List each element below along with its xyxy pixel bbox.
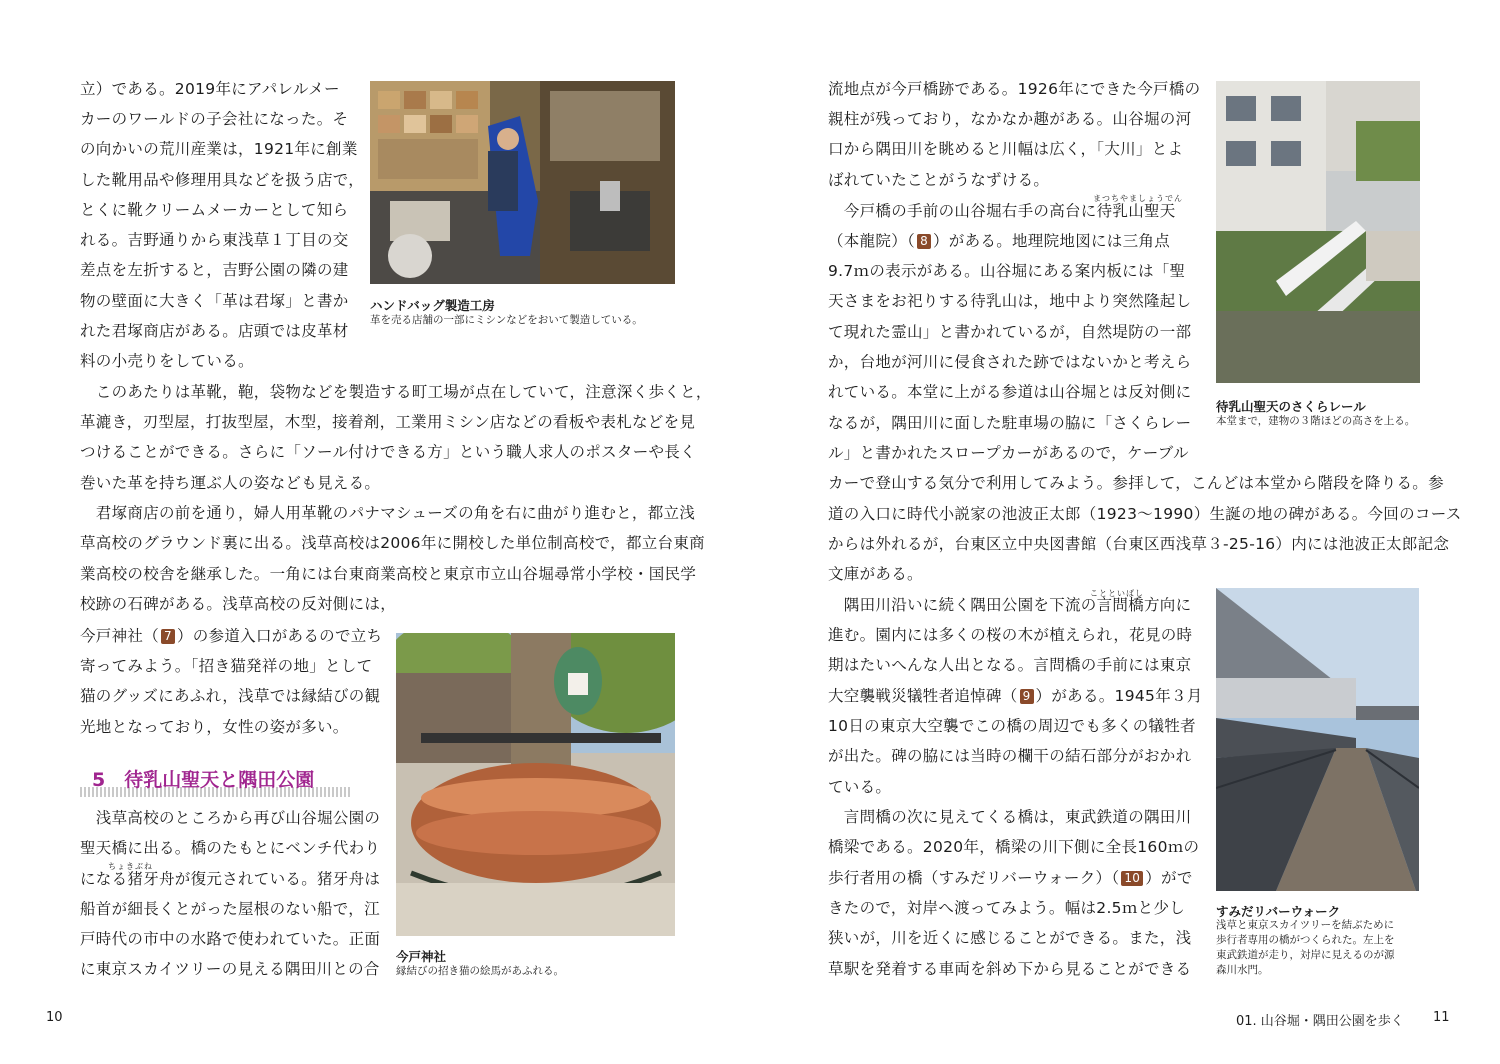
- text-line: か，台地が河川に侵食された跡ではないかと考えら: [828, 353, 1192, 371]
- text-line: カーで登山する気分で利用してみよう。参拝して，こんどは本堂から階段を降りる。参: [828, 474, 1444, 492]
- text-line: て現れた霊山」と書かれているが，自然堤防の一部: [828, 323, 1192, 341]
- text-line: 料の小売りをしている。: [80, 352, 254, 370]
- sakura-rail-illustration: [1216, 81, 1420, 383]
- text-line: 今戸橋の手前の山谷堀右手の高台に待乳山聖天: [828, 202, 1176, 220]
- text-line: が出た。碑の脇には当時の欄干の結石部分がおかれ: [828, 747, 1192, 765]
- text-line: 光地となっており，女性の姿が多い。: [80, 718, 349, 736]
- map-point-badge: 7: [161, 629, 175, 644]
- text-line: 期はたいへんな人出となる。言問橋の手前には東京: [828, 656, 1192, 674]
- text-line: このあたりは革靴，鞄，袋物などを製造する町工場が点在していて，注意深く歩くと，: [80, 383, 712, 401]
- shrine-illustration: [396, 633, 675, 936]
- text-line: の向かいの荒川産業は，1921年に創業: [80, 140, 358, 158]
- photo-handbag-workshop: [370, 81, 675, 284]
- text-line: 君塚商店の前を通り，婦人用革靴のパナマシューズの角を右に曲がり進むと，都立浅: [80, 504, 696, 522]
- text-line: 聖天橋に出る。橋のたもとにベンチ代わり: [80, 839, 381, 857]
- photo-caption-title: ハンドバッグ製造工房: [370, 298, 495, 313]
- text-line: 草高校のグラウンド裏に出る。浅草高校は2006年に開校した単位制高校で，都立台東商: [80, 534, 705, 552]
- ruby-annotation: まつちやましょうでん: [1093, 194, 1183, 203]
- text-line: 物の壁面に大きく「革は君塚」と書か: [80, 292, 349, 310]
- text-line: 革漉き，刃型屋，打抜型屋，木型，接着剤，工業用ミシン店などの看板や表札などを見: [80, 413, 696, 431]
- river-walk-illustration: [1216, 588, 1419, 891]
- text-line: 浅草高校のところから再び山谷堀公園の: [80, 809, 381, 827]
- text-line: とくに靴クリームメーカーとして知ら: [80, 201, 349, 219]
- text-line: 今戸神社（ 7 ）の参道入口があるので立ち: [80, 627, 383, 645]
- photo-caption-body: 革を売る店舗の一部にミシンなどをおいて製造している。: [370, 314, 643, 326]
- text-line: 天さまをお祀りする待乳山は，地中より突然隆起し: [828, 292, 1192, 310]
- text-line: 差点を左折すると，吉野公園の隣の建: [80, 261, 349, 279]
- section-heading-text: 5 待乳山聖天と隅田公園: [92, 769, 315, 791]
- text-line: 進む。園内には多くの桜の木が植えられ，花見の時: [828, 626, 1193, 644]
- text-line: なるが，隅田川に面した駐車場の脇に「さくらレー: [828, 414, 1192, 432]
- text-line: 大空襲戦災犠牲者追悼碑（ 9 ）がある。1945年３月: [828, 687, 1203, 705]
- text-line: ている。: [828, 778, 892, 796]
- map-point-badge: 8: [917, 234, 931, 249]
- photo-sumida-river-walk: [1216, 588, 1419, 891]
- text-line: 9.7ｍの表示がある。山谷堀にある案内板には「聖: [828, 262, 1186, 280]
- photo-caption-title: 待乳山聖天のさくらレール: [1216, 399, 1366, 414]
- photo-caption-body-line: 森川水門。: [1216, 964, 1269, 976]
- running-footer: 01. 山谷堀・隅田公園を歩く: [1236, 1014, 1404, 1029]
- map-point-badge: 9: [1020, 689, 1034, 704]
- text-line: 10日の東京大空襲でこの橋の周辺でも多くの犠牲者: [828, 717, 1196, 735]
- section-heading: [80, 765, 350, 795]
- text-line: れる。吉野通りから東浅草１丁目の交: [80, 231, 349, 249]
- text-line: 立）である。2019年にアパレルメー: [80, 80, 340, 98]
- text-line: 校跡の石碑がある。浅草高校の反対側には，: [80, 595, 397, 613]
- text-line: 歩行者用の橋（すみだリバーウォーク）（ 10 ）がで: [828, 869, 1193, 887]
- text-line: 橋梁である。2020年，橋梁の川下側に全長160ｍの: [828, 838, 1200, 856]
- photo-sakura-rail: [1216, 81, 1420, 383]
- text-line: 言問橋の次に見えてくる橋は，東武鉄道の隅田川: [828, 808, 1192, 826]
- text-line: 文庫がある。: [828, 565, 923, 583]
- text-line: ばれていたことがうなずける。: [828, 171, 1050, 189]
- text-line: 草駅を発着する車両を斜め下から見ることができる: [828, 960, 1192, 978]
- photo-caption-title: 今戸神社: [396, 949, 447, 964]
- text-line: 猫のグッズにあふれ，浅草では縁結びの観: [80, 687, 381, 705]
- text-line: 戸時代の市中の水路で使われていた。正面: [80, 930, 381, 948]
- text-line: 狭いが，川を近くに感じることができる。また，浅: [828, 929, 1192, 947]
- text-line: 隅田川沿いに続く隅田公園を下流の言問橋方向に: [828, 596, 1192, 614]
- ruby-annotation: ちょきぶね: [108, 862, 153, 871]
- text-line: 口から隅田川を眺めると川幅は広く，「大川」とよ: [828, 140, 1184, 158]
- workshop-illustration: [370, 81, 675, 284]
- text-line: カーのワールドの子会社になった。そ: [80, 110, 349, 128]
- page-number-left: 10: [46, 1010, 63, 1025]
- text-line: つけることができる。さらに「ソール付けできる方」という職人求人のポスターや長く: [80, 443, 696, 461]
- text-line: した靴用品や修理用具などを扱う店で，: [80, 171, 365, 189]
- ruby-annotation: ことといばし: [1090, 589, 1144, 598]
- photo-caption-body-line: 東武鉄道が走り，対岸に見えるのが源: [1216, 949, 1395, 961]
- text-line: に東京スカイツリーの見える隅田川との合: [80, 960, 380, 978]
- photo-caption-body: 本堂まで，建物の３階ほどの高さを上る。: [1216, 415, 1416, 427]
- photo-imado-shrine: [396, 633, 675, 936]
- text-line: れた君塚商店がある。店頭では皮革材: [80, 322, 349, 340]
- text-line: きたので，対岸へ渡ってみよう。幅は2.5ｍと少し: [828, 899, 1186, 917]
- text-line: れている。本堂に上がる参道は山谷堀とは反対側に: [828, 383, 1192, 401]
- text-line: 巻いた革を持ち運ぶ人の姿なども見える。: [80, 474, 381, 492]
- text-line: ル」と書かれたスロープカーがあるので，ケーブル: [828, 444, 1189, 462]
- text-line: 船首が細長くとがった屋根のない船で，江: [80, 900, 380, 918]
- text-line: になる猪牙舟が復元されている。猪牙舟は: [80, 870, 381, 888]
- text-line: 親柱が残っており，なかなか趣がある。山谷堀の河: [828, 110, 1192, 128]
- text-line: 寄ってみよう。「招き猫発祥の地」として: [80, 657, 373, 675]
- photo-caption-title: すみだリバーウォーク: [1216, 904, 1341, 919]
- photo-caption-body-line: 浅草と東京スカイツリーを結ぶために: [1216, 919, 1395, 931]
- text-line: からは外れるが，台東区立中央図書館（台東区西浅草３-25-16）内には池波正太郎記念: [828, 535, 1450, 553]
- text-line: 流地点が今戸橋跡である。1926年にできた今戸橋の: [828, 80, 1201, 98]
- text-line: 道の入口に時代小説家の池波正太郎（1923〜1990）生誕の地の碑がある。今回のコース: [828, 505, 1462, 523]
- photo-caption-body-line: 歩行者専用の橋がつくられた。左上を: [1216, 934, 1395, 946]
- page-number-right: 11: [1433, 1010, 1450, 1025]
- text-line: （本龍院）（ 8 ）がある。地理院地図には三角点: [828, 232, 1171, 250]
- photo-caption-body: 縁結びの招き猫の絵馬があふれる。: [396, 965, 564, 977]
- text-line: 業高校の校舎を継承した。一角には台東商業高校と東京市立山谷堀尋常小学校・国民学: [80, 565, 697, 583]
- map-point-badge: 10: [1121, 871, 1143, 886]
